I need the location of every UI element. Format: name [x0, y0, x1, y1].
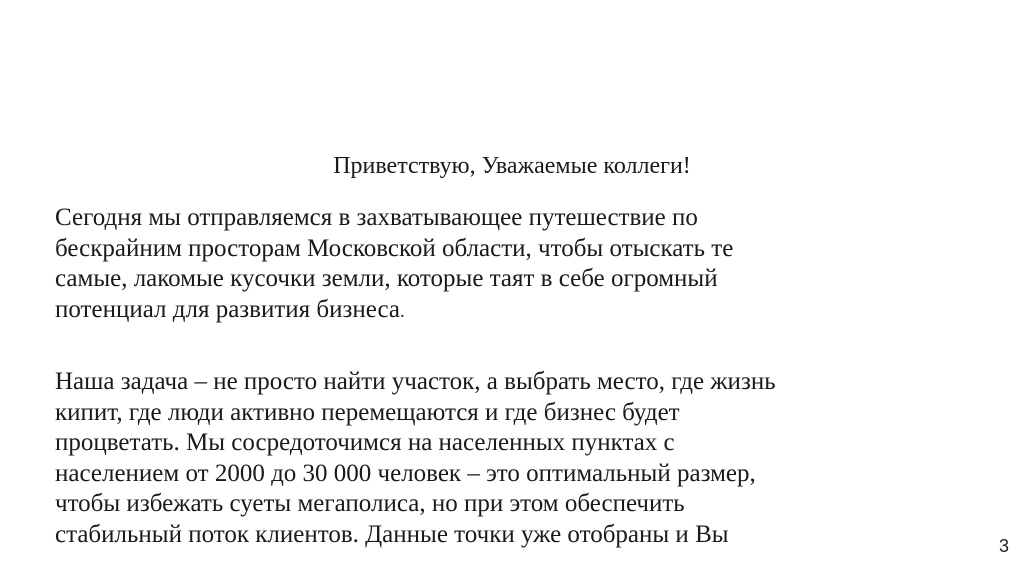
paragraph-line: самые, лакомые кусочки земли, которые таят в себе огромный [55, 265, 718, 292]
paragraph-line: стабильный поток клиентов. Данные точки уже отобраны и Вы [55, 520, 729, 548]
page-number: 3 [998, 536, 1009, 556]
paragraph-line: чтобы избежать суеты мегаполиса, но при этом обеспечить [55, 490, 685, 517]
paragraph-trailing-period: . [399, 300, 405, 322]
paragraph-line [55, 295, 995, 328]
paragraph-line: Сегодня мы отправляемся в захватывающее путешествие по [55, 204, 698, 231]
paragraph-line: населением от 2000 до 30 000 человек – это оптимальный размер, [55, 459, 756, 487]
greeting-heading: Приветствую, Уважаемые коллеги! [333, 153, 691, 179]
paragraph-line: кипит, где люди активно перемещаются и где бизнес будет [55, 398, 680, 426]
paragraph-line: бескрайним просторам Московской области, чтобы отыскать те [55, 234, 734, 262]
paragraph-task [55, 367, 995, 550]
paragraph-intro [55, 203, 995, 327]
paragraph-line: процветать. Мы сосредоточимся на населенных пунктах с [55, 429, 675, 456]
paragraph-line: Наша задача – не просто найти участок, а выбрать место, где жизнь [55, 368, 776, 395]
paragraph-line-text: потенциал для развития бизнеса [55, 295, 400, 323]
